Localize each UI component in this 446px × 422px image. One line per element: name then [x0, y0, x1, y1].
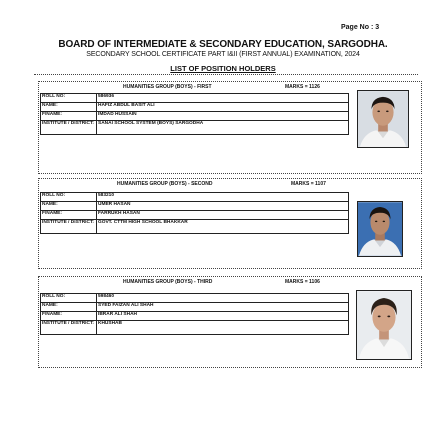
roll-no-label: ROLL NO:	[41, 193, 97, 202]
institute-label: INSTITUTE / DISTRICT:	[41, 321, 97, 335]
name-label: NAME:	[41, 202, 97, 211]
header-divider	[34, 74, 418, 75]
table-row	[41, 312, 349, 321]
student-photo-image	[357, 291, 411, 359]
photo-face	[372, 303, 395, 332]
table-row	[41, 112, 349, 121]
group-label: HUMANITIES GROUP (BOYS) - SECOND	[117, 181, 213, 187]
institute-value: KHUSHAB	[97, 321, 349, 335]
fname-value: FARRUKH HASAN	[97, 211, 349, 220]
photo-eye-right	[386, 111, 389, 113]
photo-eye-left	[375, 221, 377, 223]
roll-no-value: 586936	[97, 94, 349, 103]
table-row	[41, 321, 349, 335]
table-row	[41, 103, 349, 112]
table-row	[41, 303, 349, 312]
table-row	[41, 121, 349, 135]
institute-value: SANAI SCHOOL SYSTEM (BOYS) SARGODHA	[97, 121, 349, 135]
fname-label: F/NAME:	[41, 312, 97, 321]
board-subtitle: SECONDARY SCHOOL CERTIFICATE PART I&II (FIRST ANNUAL) EXAMINATION, 2024	[86, 51, 360, 58]
roll-no-label: ROLL NO:	[41, 94, 97, 103]
student-photo-image	[358, 91, 408, 147]
institute-value: GOVT. CTTM HIGH SCHOOL BHAKKAR	[97, 220, 349, 234]
fname-value: IMDAD HUSSAIN	[97, 112, 349, 121]
student-photo-image	[358, 202, 402, 256]
fname-label: F/NAME:	[41, 112, 97, 121]
position-holder-second	[38, 178, 422, 269]
table-row	[41, 220, 349, 234]
roll-no-label: ROLL NO:	[41, 294, 97, 303]
student-photo	[357, 90, 409, 148]
info-table	[40, 192, 349, 234]
photo-eye-right	[387, 315, 390, 317]
marks-label: MARKS = 1106	[285, 279, 320, 285]
name-value: HAFIZ ABDUL BASIT ALI	[97, 103, 349, 112]
position-holder-first	[38, 81, 422, 174]
name-value: SYED FAIZAN ALI SHAH	[97, 303, 349, 312]
group-label: HUMANITIES GROUP (BOYS) - FIRST	[123, 84, 212, 90]
list-title: LIST OF POSITION HOLDERS	[170, 64, 276, 73]
student-photo	[356, 290, 412, 360]
marks-label: MARKS = 1107	[291, 181, 326, 187]
group-label: HUMANITIES GROUP (BOYS) - THIRD	[123, 279, 213, 285]
table-row	[41, 94, 349, 103]
table-row	[41, 294, 349, 303]
name-label: NAME:	[41, 103, 97, 112]
table-row	[41, 211, 349, 220]
name-label: NAME:	[41, 303, 97, 312]
institute-label: INSTITUTE / DISTRICT:	[41, 220, 97, 234]
position-holder-third	[38, 276, 422, 368]
marks-label: MARKS = 1126	[285, 84, 320, 90]
name-value: UMER HASAN	[97, 202, 349, 211]
board-title: BOARD OF INTERMEDIATE & SECONDARY EDUCATION, SARGODHA.	[58, 39, 388, 50]
info-table	[40, 93, 349, 135]
photo-eye-right	[383, 221, 385, 223]
info-table	[40, 293, 349, 335]
fname-value: IBRAR ALI SHAH	[97, 312, 349, 321]
fname-label: F/NAME:	[41, 211, 97, 220]
table-row	[41, 202, 349, 211]
roll-no-value: 598460	[97, 294, 349, 303]
photo-eye-left	[377, 111, 380, 113]
photo-eye-left	[378, 315, 381, 317]
page-number: Page No : 3	[341, 24, 380, 31]
roll-no-value: 583210	[97, 193, 349, 202]
institute-label: INSTITUTE / DISTRICT:	[41, 121, 97, 135]
student-photo	[357, 201, 403, 257]
table-row	[41, 193, 349, 202]
